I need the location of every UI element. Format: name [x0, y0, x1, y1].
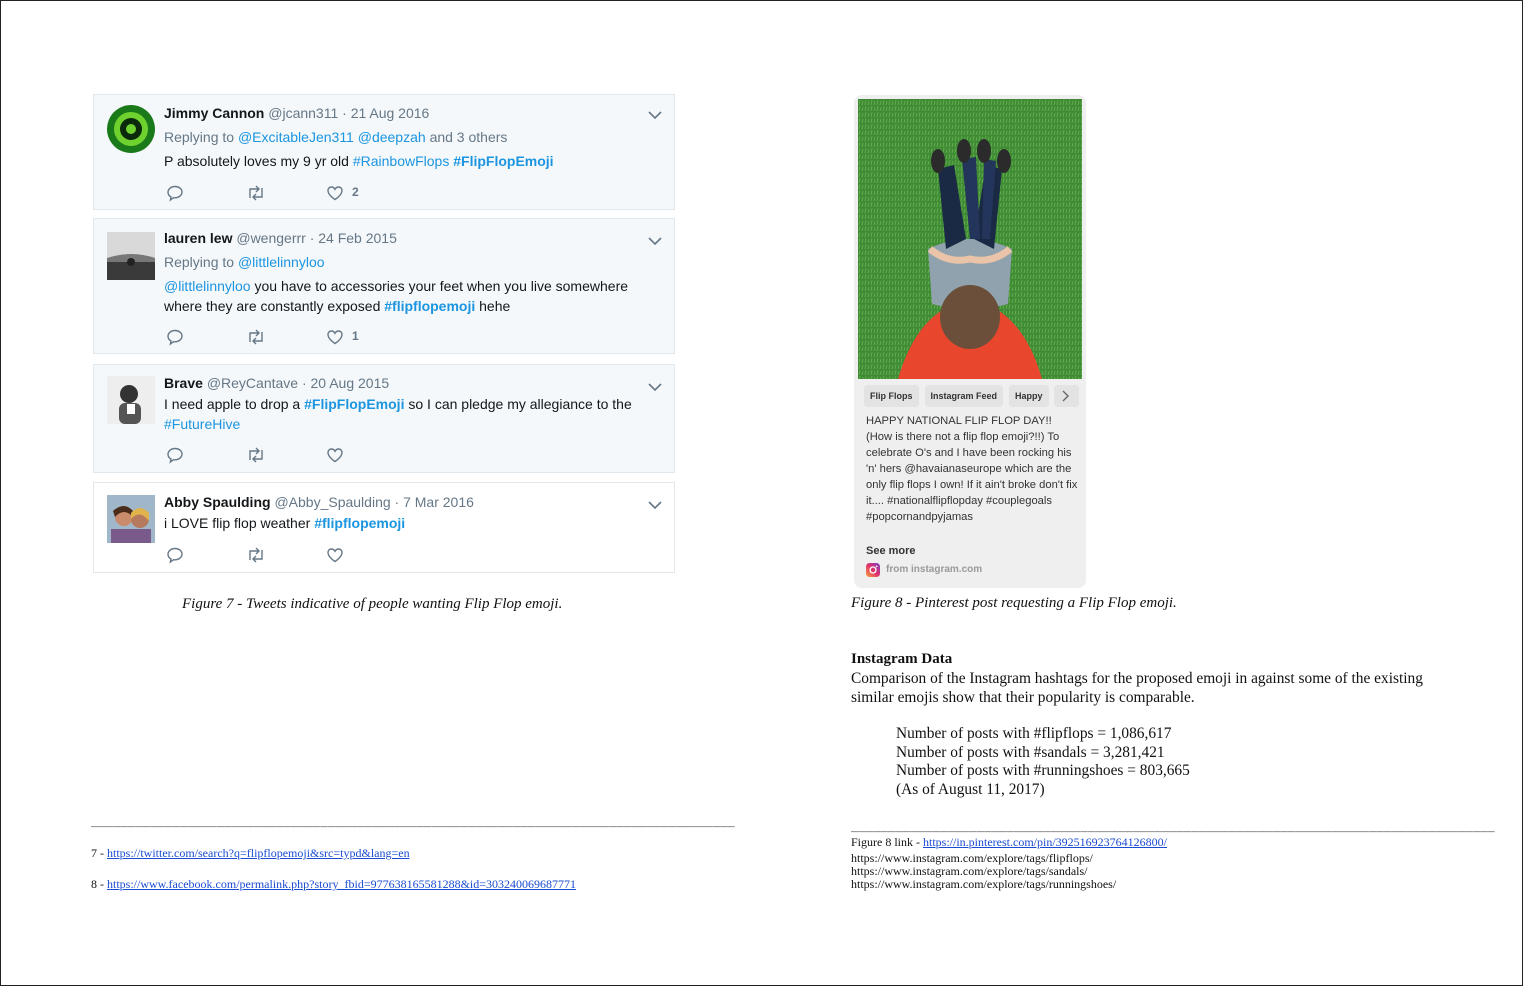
tweet-meta: [164, 375, 389, 391]
footnote-link[interactable]: https://twitter.com/search?q=flipflopemoji&src=typd&lang=en: [107, 846, 410, 860]
handle-date: @ReyCantave · 20 Aug 2015: [206, 375, 390, 391]
heart-icon[interactable]: [326, 328, 344, 351]
tweet-meta: [164, 105, 429, 121]
tweet-text: @littlelinnyloo you have to accessories your feet when you live somewhere where they are constantly exposed #flipflopemoji hehe: [164, 278, 629, 314]
reply-icon[interactable]: [166, 184, 184, 207]
heart-icon[interactable]: [326, 446, 344, 469]
tweet-card: [93, 94, 675, 210]
instagram-link-text: https://www.instagram.com/explore/tags/flipflops/: [851, 851, 1093, 865]
figure-7-caption: Figure 7 - Tweets indicative of people wanting Flip Flop emoji.: [182, 596, 563, 612]
hashtag[interactable]: #FlipFlopEmoji: [453, 153, 554, 169]
handle-date: @wengerrr · 24 Feb 2015: [236, 230, 397, 246]
author-name[interactable]: Brave: [164, 375, 203, 391]
figure-8-caption: Figure 8 - Pinterest post requesting a Flip Flop emoji.: [851, 595, 1177, 611]
pin-photo[interactable]: [858, 99, 1082, 379]
tweet-card: [93, 482, 675, 573]
heart-icon[interactable]: [326, 184, 344, 207]
author-name[interactable]: lauren lew: [164, 230, 233, 246]
retweet-icon[interactable]: [246, 546, 266, 569]
author-name[interactable]: Abby Spaulding: [164, 494, 271, 510]
hashtag[interactable]: #RainbowFlops: [352, 153, 450, 169]
footnote-link[interactable]: https://in.pinterest.com/pin/392516923764126800/: [923, 835, 1167, 849]
pin-description: HAPPY NATIONAL FLIP FLOP DAY!! (How is there not a flip flop emoji?!!) To celebrate O's and I have been rocking his 'n' hers @havaianaseurope which are the only flip flops I own! If it ain't broke don't fix it.... #nationalflipflopday #couplegoals #popcornandpyjamas: [866, 415, 1078, 523]
hashtag[interactable]: #flipflopemoji: [384, 298, 476, 314]
reply-mentions[interactable]: @ExcitableJen311 @deepzah: [237, 129, 426, 145]
avatar[interactable]: [107, 232, 155, 280]
footnote-rule: _______________________________________________________________________________________: [91, 816, 735, 830]
author-name[interactable]: Jimmy Cannon: [164, 105, 265, 121]
reply-context: Replying to @littlelinnyloo: [164, 254, 325, 270]
tweet-text: P absolutely loves my 9 yr old #RainbowFlops #FlipFlopEmoji: [164, 153, 554, 169]
reply-mentions[interactable]: @littlelinnyloo: [237, 254, 325, 270]
reply-icon[interactable]: [166, 446, 184, 469]
tweet-meta: [164, 230, 397, 246]
instagram-link-text: https://www.instagram.com/explore/tags/runningshoes/: [851, 877, 1117, 891]
section-heading: Instagram Data: [851, 651, 953, 667]
stat-line: Number of posts with #flipflops = 1,086,617: [896, 725, 1172, 742]
instagram-stats: [896, 725, 1190, 799]
like-count: 1: [352, 329, 359, 343]
reply-icon[interactable]: [166, 328, 184, 351]
reply-context: Replying to @ExcitableJen311 @deepzah and 3 others: [164, 129, 508, 145]
hashtag[interactable]: #FlipFlopEmoji: [304, 396, 405, 412]
chevron-down-icon[interactable]: [648, 107, 662, 125]
hashtag[interactable]: #FutureHive: [164, 416, 241, 432]
stat-line: (As of August 11, 2017): [896, 780, 1045, 798]
see-more-link[interactable]: See more: [866, 545, 916, 557]
like-count: 2: [352, 185, 359, 199]
handle-date: @Abby_Spaulding · 7 Mar 2016: [274, 494, 474, 510]
tweet-text: I need apple to drop a #FlipFlopEmoji so I can pledge my allegiance to the #FutureHive: [164, 396, 632, 432]
chevron-down-icon[interactable]: [648, 233, 662, 251]
retweet-icon[interactable]: [246, 328, 266, 351]
footnote-7: 7 - https://twitter.com/search?q=flipflopemoji&src=typd&lang=en: [91, 846, 410, 860]
footnote-link[interactable]: https://www.facebook.com/permalink.php?story_fbid=977638165581288&id=303240069687771: [107, 877, 577, 891]
figure-8-link-line: Figure 8 link - https://in.pinterest.com/pin/392516923764126800/: [851, 835, 1167, 849]
tweet-card: [93, 218, 675, 354]
stat-line: Number of posts with #runningshoes = 803,665: [896, 762, 1190, 779]
footnote-rule: _______________________________________________________________________________________: [851, 821, 1495, 835]
instagram-icon: [866, 563, 880, 577]
heart-icon[interactable]: [326, 546, 344, 569]
tweet-card: [93, 364, 675, 473]
retweet-icon[interactable]: [246, 446, 266, 469]
avatar[interactable]: [107, 495, 155, 543]
avatar[interactable]: [107, 105, 155, 153]
pinterest-card: Flip Flops Instagram Feed Happy HAPPY NATIONAL FLIP FLOP DAY!! (How is there not a flip flop emoji?!!) To celebrate O's and I have been rocking his 'n' hers @havaianaseurope which are the only flip flops I own! If it ain't broke don't fix it.... #nationalflipflopday #couplegoals #popcornandpyjamas See more from instagram.com: [854, 95, 1086, 588]
tweet-text: i LOVE flip flop weather #flipflopemoji: [164, 515, 406, 531]
chevron-right-icon[interactable]: [1054, 385, 1076, 407]
pin-tag[interactable]: Flip Flops: [864, 385, 919, 407]
retweet-icon[interactable]: [246, 184, 266, 207]
hashtag[interactable]: #flipflopemoji: [314, 515, 406, 531]
mention[interactable]: @littlelinnyloo: [164, 278, 251, 294]
instagram-link-text: https://www.instagram.com/explore/tags/sandals/: [851, 864, 1088, 878]
pin-tag-list: [864, 385, 1079, 409]
stat-line: Number of posts with #sandals = 3,281,421: [896, 743, 1165, 761]
reply-icon[interactable]: [166, 546, 184, 569]
tweet-meta: [164, 494, 474, 510]
footnote-8: 8 - https://www.facebook.com/permalink.php?story_fbid=977638165581288&id=303240069687771: [91, 877, 577, 891]
handle-date: @jcann311 · 21 Aug 2016: [268, 105, 430, 121]
section-paragraph: Comparison of the Instagram hashtags for the proposed emoji in against some of the existing similar emojis show that their popularity is comparable.: [851, 670, 1423, 706]
avatar[interactable]: [107, 376, 155, 424]
pin-tag[interactable]: Instagram Feed: [925, 385, 1004, 407]
pin-tag[interactable]: Happy: [1009, 385, 1049, 407]
